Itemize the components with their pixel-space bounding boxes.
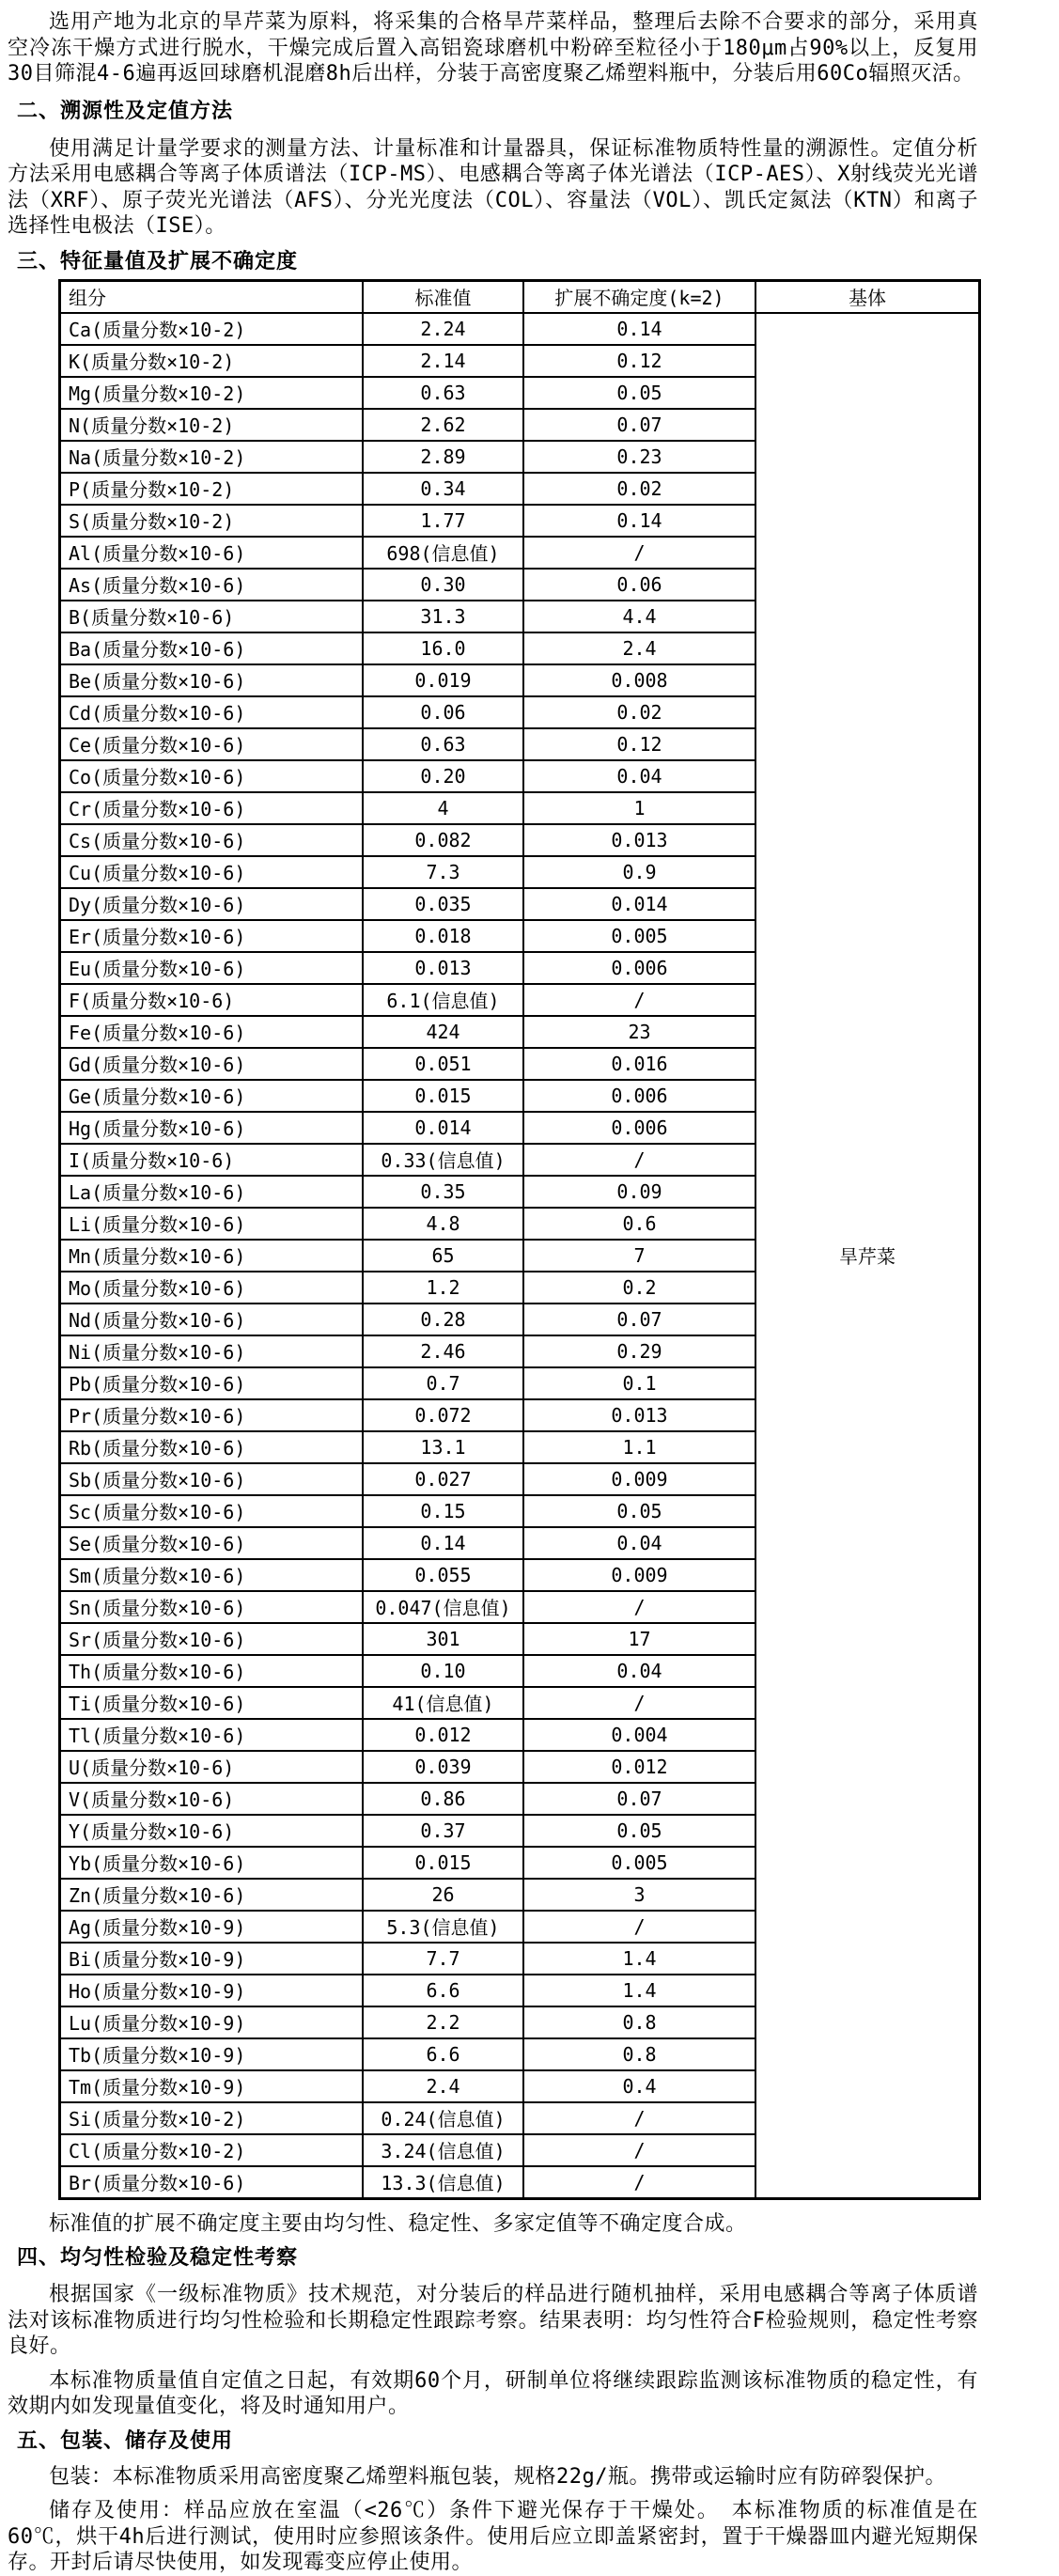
uncertainty-cell: 0.14 bbox=[523, 505, 755, 537]
component-cell: I(质量分数×10-6) bbox=[60, 1144, 364, 1176]
standard-value-cell: 0.06 bbox=[363, 696, 523, 728]
standard-value-cell: 0.035 bbox=[363, 888, 523, 920]
uncertainty-cell: 0.8 bbox=[523, 2006, 755, 2038]
component-cell: Tb(质量分数×10-9) bbox=[60, 2038, 364, 2070]
uncertainty-note: 标准值的扩展不确定度主要由均匀性、稳定性、多家定值等不确定度合成。 bbox=[49, 2211, 747, 2236]
standard-value-cell: 0.63 bbox=[363, 728, 523, 760]
standard-value-cell: 13.3(信息值) bbox=[363, 2166, 523, 2199]
standard-value-cell: 0.015 bbox=[363, 1080, 523, 1112]
component-cell: Sc(质量分数×10-6) bbox=[60, 1495, 364, 1527]
component-cell: Yb(质量分数×10-6) bbox=[60, 1847, 364, 1879]
header-matrix: 基体 bbox=[755, 280, 980, 313]
standard-value-cell: 301 bbox=[363, 1623, 523, 1655]
uncertainty-cell: 0.016 bbox=[523, 1048, 755, 1080]
table-row bbox=[60, 313, 980, 345]
component-cell: S(质量分数×10-2) bbox=[60, 505, 364, 537]
uncertainty-cell: 0.04 bbox=[523, 1655, 755, 1687]
uncertainty-cell: / bbox=[523, 2134, 755, 2166]
uncertainty-cell: 0.07 bbox=[523, 1783, 755, 1815]
component-cell: Ce(质量分数×10-6) bbox=[60, 728, 364, 760]
standard-value-cell: 0.33(信息值) bbox=[363, 1144, 523, 1176]
component-cell: Pr(质量分数×10-6) bbox=[60, 1399, 364, 1431]
component-cell: Ba(质量分数×10-6) bbox=[60, 632, 364, 664]
uncertainty-cell: 0.29 bbox=[523, 1335, 755, 1367]
component-cell: Al(质量分数×10-6) bbox=[60, 537, 364, 569]
component-cell: Mo(质量分数×10-6) bbox=[60, 1272, 364, 1304]
uncertainty-cell: 3 bbox=[523, 1879, 755, 1911]
uncertainty-cell: 7 bbox=[523, 1240, 755, 1272]
uncertainty-cell: 0.23 bbox=[523, 441, 755, 473]
standard-value-cell: 2.4 bbox=[363, 2070, 523, 2102]
section4-paragraph-2: 本标准物质量值自定值之日起，有效期60个月，研制单位将继续跟踪监测该标准物质的稳定性，有效期内如发现量值变化，将及时通知用户。 bbox=[8, 2368, 978, 2418]
crm-table-body bbox=[60, 313, 980, 2199]
standard-value-cell: 424 bbox=[363, 1016, 523, 1048]
uncertainty-cell: 0.9 bbox=[523, 856, 755, 888]
component-cell: Br(质量分数×10-6) bbox=[60, 2166, 364, 2199]
component-cell: Ag(质量分数×10-9) bbox=[60, 1911, 364, 1943]
section4-paragraph-1: 根据国家《一级标准物质》技术规范，对分装后的样品进行随机抽样，采用电感耦合等离子体质谱法对该标准物质进行均匀性检验和长期稳定性跟踪考察。结果表明：均匀性符合F检验规则，稳定性考察良好。 bbox=[8, 2283, 978, 2358]
section5-paragraph-1: 包装：本标准物质采用高密度聚乙烯塑料瓶包装，规格22g/瓶。携带或运输时应有防碎裂保护。 bbox=[49, 2464, 946, 2489]
standard-value-cell: 0.20 bbox=[363, 760, 523, 792]
standard-value-cell: 2.14 bbox=[363, 345, 523, 377]
uncertainty-cell: / bbox=[523, 2166, 755, 2199]
standard-value-cell: 0.072 bbox=[363, 1399, 523, 1431]
uncertainty-cell: 17 bbox=[523, 1623, 755, 1655]
uncertainty-cell: 0.004 bbox=[523, 1719, 755, 1751]
component-cell: Tl(质量分数×10-6) bbox=[60, 1719, 364, 1751]
standard-value-cell: 0.7 bbox=[363, 1367, 523, 1399]
standard-value-cell: 0.35 bbox=[363, 1176, 523, 1208]
component-cell: Th(质量分数×10-6) bbox=[60, 1655, 364, 1687]
section5-heading: 五、包装、储存及使用 bbox=[17, 2428, 234, 2453]
uncertainty-cell: 0.05 bbox=[523, 377, 755, 409]
uncertainty-cell: 0.2 bbox=[523, 1272, 755, 1304]
uncertainty-cell: 0.009 bbox=[523, 1463, 755, 1495]
component-cell: B(质量分数×10-6) bbox=[60, 601, 364, 632]
component-cell: Sr(质量分数×10-6) bbox=[60, 1623, 364, 1655]
uncertainty-cell: / bbox=[523, 2102, 755, 2134]
component-cell: Rb(质量分数×10-6) bbox=[60, 1431, 364, 1463]
table-header-row bbox=[60, 280, 980, 313]
uncertainty-cell: 0.07 bbox=[523, 1304, 755, 1335]
component-cell: Na(质量分数×10-2) bbox=[60, 441, 364, 473]
intro-paragraph: 选用产地为北京的旱芹菜为原料，将采集的合格旱芹菜样品，整理后去除不合要求的部分，采用真空冷冻干燥方式进行脱水，干燥完成后置入高铝瓷球磨机中粉碎至粒径小于180μm占90%以上，反复用30目筛混4-6遍再返回球磨机混磨8h后出样，分装于高密度聚乙烯塑料瓶中，分装后用60Co辐照灭活。 bbox=[8, 10, 978, 86]
uncertainty-cell: 0.1 bbox=[523, 1367, 755, 1399]
standard-value-cell: 0.10 bbox=[363, 1655, 523, 1687]
uncertainty-cell: 0.008 bbox=[523, 664, 755, 696]
section4-heading: 四、均匀性检验及稳定性考察 bbox=[17, 2246, 299, 2270]
standard-value-cell: 3.24(信息值) bbox=[363, 2134, 523, 2166]
standard-value-cell: 1.77 bbox=[363, 505, 523, 537]
standard-value-cell: 5.3(信息值) bbox=[363, 1911, 523, 1943]
standard-value-cell: 1.2 bbox=[363, 1272, 523, 1304]
component-cell: N(质量分数×10-2) bbox=[60, 409, 364, 441]
component-cell: Si(质量分数×10-2) bbox=[60, 2102, 364, 2134]
uncertainty-cell: 0.06 bbox=[523, 569, 755, 601]
standard-value-cell: 0.015 bbox=[363, 1847, 523, 1879]
uncertainty-cell: 23 bbox=[523, 1016, 755, 1048]
section2-paragraph: 使用满足计量学要求的测量方法、计量标准和计量器具，保证标准物质特性量的溯源性。定值分析方法采用电感耦合等离子体质谱法（ICP-MS）、电感耦合等离子体光谱法（ICP-AES）、X射线荧光光谱法（XRF）、原子荧光光谱法（AFS）、分光光度法（COL）、容量法（VOL）、凯氏定氮法（KTN）和离子选择性电极法（ISE）。 bbox=[8, 136, 978, 238]
standard-value-cell: 0.24(信息值) bbox=[363, 2102, 523, 2134]
uncertainty-cell: 0.04 bbox=[523, 760, 755, 792]
component-cell: V(质量分数×10-6) bbox=[60, 1783, 364, 1815]
standard-value-cell: 0.013 bbox=[363, 952, 523, 984]
component-cell: F(质量分数×10-6) bbox=[60, 984, 364, 1016]
uncertainty-cell: / bbox=[523, 1591, 755, 1623]
uncertainty-cell: 0.12 bbox=[523, 345, 755, 377]
standard-value-cell: 0.86 bbox=[363, 1783, 523, 1815]
component-cell: Mg(质量分数×10-2) bbox=[60, 377, 364, 409]
component-cell: Ho(质量分数×10-9) bbox=[60, 1975, 364, 2006]
section5-paragraph-2: 储存及使用：样品应放在室温（<26℃）条件下避光保存于干燥处。 本标准物质的标准值是在60℃，烘干4h后进行测试，使用时应参照该条件。使用后应立即盖紧密封，置于干燥器皿内避光短期保存。开封后请尽快使用，如发现霉变应停止使用。 bbox=[8, 2499, 978, 2574]
standard-value-cell: 0.018 bbox=[363, 920, 523, 952]
component-cell: K(质量分数×10-2) bbox=[60, 345, 364, 377]
component-cell: Pb(质量分数×10-6) bbox=[60, 1367, 364, 1399]
component-cell: Sn(质量分数×10-6) bbox=[60, 1591, 364, 1623]
uncertainty-cell: 0.006 bbox=[523, 952, 755, 984]
uncertainty-cell: 2.4 bbox=[523, 632, 755, 664]
uncertainty-cell: 0.005 bbox=[523, 1847, 755, 1879]
component-cell: Se(质量分数×10-6) bbox=[60, 1527, 364, 1559]
component-cell: Cr(质量分数×10-6) bbox=[60, 792, 364, 824]
section3-heading: 三、特征量值及扩展不确定度 bbox=[17, 249, 299, 273]
standard-value-cell: 2.46 bbox=[363, 1335, 523, 1367]
component-cell: Bi(质量分数×10-9) bbox=[60, 1943, 364, 1975]
standard-value-cell: 41(信息值) bbox=[363, 1687, 523, 1719]
standard-value-cell: 0.28 bbox=[363, 1304, 523, 1335]
standard-value-cell: 0.37 bbox=[363, 1815, 523, 1847]
uncertainty-cell: 0.07 bbox=[523, 409, 755, 441]
uncertainty-cell: / bbox=[523, 1687, 755, 1719]
component-cell: Ca(质量分数×10-2) bbox=[60, 313, 364, 345]
uncertainty-cell: 0.14 bbox=[523, 313, 755, 345]
standard-value-cell: 0.014 bbox=[363, 1112, 523, 1144]
standard-value-cell: 0.082 bbox=[363, 824, 523, 856]
uncertainty-cell: 0.05 bbox=[523, 1495, 755, 1527]
component-cell: Y(质量分数×10-6) bbox=[60, 1815, 364, 1847]
component-cell: Be(质量分数×10-6) bbox=[60, 664, 364, 696]
component-cell: Cs(质量分数×10-6) bbox=[60, 824, 364, 856]
uncertainty-cell: 0.014 bbox=[523, 888, 755, 920]
uncertainty-cell: 0.012 bbox=[523, 1751, 755, 1783]
standard-value-cell: 2.62 bbox=[363, 409, 523, 441]
uncertainty-cell: 0.013 bbox=[523, 1399, 755, 1431]
standard-value-cell: 7.3 bbox=[363, 856, 523, 888]
component-cell: Gd(质量分数×10-6) bbox=[60, 1048, 364, 1080]
component-cell: Hg(质量分数×10-6) bbox=[60, 1112, 364, 1144]
standard-value-cell: 0.012 bbox=[363, 1719, 523, 1751]
component-cell: Lu(质量分数×10-9) bbox=[60, 2006, 364, 2038]
component-cell: Tm(质量分数×10-9) bbox=[60, 2070, 364, 2102]
standard-value-cell: 6.6 bbox=[363, 2038, 523, 2070]
component-cell: Co(质量分数×10-6) bbox=[60, 760, 364, 792]
uncertainty-cell: / bbox=[523, 537, 755, 569]
uncertainty-cell: 4.4 bbox=[523, 601, 755, 632]
standard-value-cell: 0.30 bbox=[363, 569, 523, 601]
uncertainty-cell: 0.006 bbox=[523, 1080, 755, 1112]
standard-value-cell: 2.24 bbox=[363, 313, 523, 345]
section2-heading: 二、溯源性及定值方法 bbox=[17, 99, 234, 123]
standard-value-cell: 0.051 bbox=[363, 1048, 523, 1080]
component-cell: Ti(质量分数×10-6) bbox=[60, 1687, 364, 1719]
standard-value-cell: 2.89 bbox=[363, 441, 523, 473]
component-cell: La(质量分数×10-6) bbox=[60, 1176, 364, 1208]
standard-value-cell: 4.8 bbox=[363, 1208, 523, 1240]
uncertainty-cell: 0.4 bbox=[523, 2070, 755, 2102]
component-cell: Er(质量分数×10-6) bbox=[60, 920, 364, 952]
component-cell: Dy(质量分数×10-6) bbox=[60, 888, 364, 920]
standard-value-cell: 0.039 bbox=[363, 1751, 523, 1783]
standard-value-cell: 0.047(信息值) bbox=[363, 1591, 523, 1623]
matrix-cell: 旱芹菜 bbox=[755, 313, 980, 2199]
characteristic-values-table bbox=[58, 279, 981, 2200]
uncertainty-cell: 0.8 bbox=[523, 2038, 755, 2070]
standard-value-cell: 31.3 bbox=[363, 601, 523, 632]
uncertainty-cell: 0.6 bbox=[523, 1208, 755, 1240]
component-cell: Li(质量分数×10-6) bbox=[60, 1208, 364, 1240]
header-standard-value: 标准值 bbox=[363, 280, 523, 313]
standard-value-cell: 0.34 bbox=[363, 473, 523, 505]
standard-value-cell: 7.7 bbox=[363, 1943, 523, 1975]
standard-value-cell: 13.1 bbox=[363, 1431, 523, 1463]
uncertainty-cell: / bbox=[523, 984, 755, 1016]
header-uncertainty: 扩展不确定度(k=2) bbox=[523, 280, 755, 313]
component-cell: P(质量分数×10-2) bbox=[60, 473, 364, 505]
uncertainty-cell: 1.1 bbox=[523, 1431, 755, 1463]
uncertainty-cell: 0.005 bbox=[523, 920, 755, 952]
component-cell: Zn(质量分数×10-6) bbox=[60, 1879, 364, 1911]
header-component: 组分 bbox=[60, 280, 364, 313]
component-cell: Nd(质量分数×10-6) bbox=[60, 1304, 364, 1335]
uncertainty-cell: 0.006 bbox=[523, 1112, 755, 1144]
component-cell: Ge(质量分数×10-6) bbox=[60, 1080, 364, 1112]
uncertainty-cell: 0.013 bbox=[523, 824, 755, 856]
component-cell: Cu(质量分数×10-6) bbox=[60, 856, 364, 888]
uncertainty-cell: 0.009 bbox=[523, 1559, 755, 1591]
uncertainty-cell: 1.4 bbox=[523, 1943, 755, 1975]
uncertainty-cell: / bbox=[523, 1144, 755, 1176]
standard-value-cell: 0.14 bbox=[363, 1527, 523, 1559]
standard-value-cell: 2.2 bbox=[363, 2006, 523, 2038]
component-cell: Cl(质量分数×10-2) bbox=[60, 2134, 364, 2166]
component-cell: Fe(质量分数×10-6) bbox=[60, 1016, 364, 1048]
component-cell: Eu(质量分数×10-6) bbox=[60, 952, 364, 984]
component-cell: Ni(质量分数×10-6) bbox=[60, 1335, 364, 1367]
standard-value-cell: 0.019 bbox=[363, 664, 523, 696]
component-cell: Mn(质量分数×10-6) bbox=[60, 1240, 364, 1272]
standard-value-cell: 6.1(信息值) bbox=[363, 984, 523, 1016]
component-cell: Sm(质量分数×10-6) bbox=[60, 1559, 364, 1591]
component-cell: U(质量分数×10-6) bbox=[60, 1751, 364, 1783]
standard-value-cell: 16.0 bbox=[363, 632, 523, 664]
standard-value-cell: 65 bbox=[363, 1240, 523, 1272]
standard-value-cell: 4 bbox=[363, 792, 523, 824]
uncertainty-cell: 1.4 bbox=[523, 1975, 755, 2006]
standard-value-cell: 0.027 bbox=[363, 1463, 523, 1495]
standard-value-cell: 698(信息值) bbox=[363, 537, 523, 569]
standard-value-cell: 0.055 bbox=[363, 1559, 523, 1591]
component-cell: Cd(质量分数×10-6) bbox=[60, 696, 364, 728]
uncertainty-cell: 1 bbox=[523, 792, 755, 824]
component-cell: Sb(质量分数×10-6) bbox=[60, 1463, 364, 1495]
uncertainty-cell: 0.02 bbox=[523, 696, 755, 728]
standard-value-cell: 0.15 bbox=[363, 1495, 523, 1527]
uncertainty-cell: 0.02 bbox=[523, 473, 755, 505]
uncertainty-cell: 0.12 bbox=[523, 728, 755, 760]
uncertainty-cell: 0.04 bbox=[523, 1527, 755, 1559]
uncertainty-cell: 0.09 bbox=[523, 1176, 755, 1208]
component-cell: As(质量分数×10-6) bbox=[60, 569, 364, 601]
standard-value-cell: 6.6 bbox=[363, 1975, 523, 2006]
uncertainty-cell: 0.05 bbox=[523, 1815, 755, 1847]
standard-value-cell: 26 bbox=[363, 1879, 523, 1911]
standard-value-cell: 0.63 bbox=[363, 377, 523, 409]
uncertainty-cell: / bbox=[523, 1911, 755, 1943]
